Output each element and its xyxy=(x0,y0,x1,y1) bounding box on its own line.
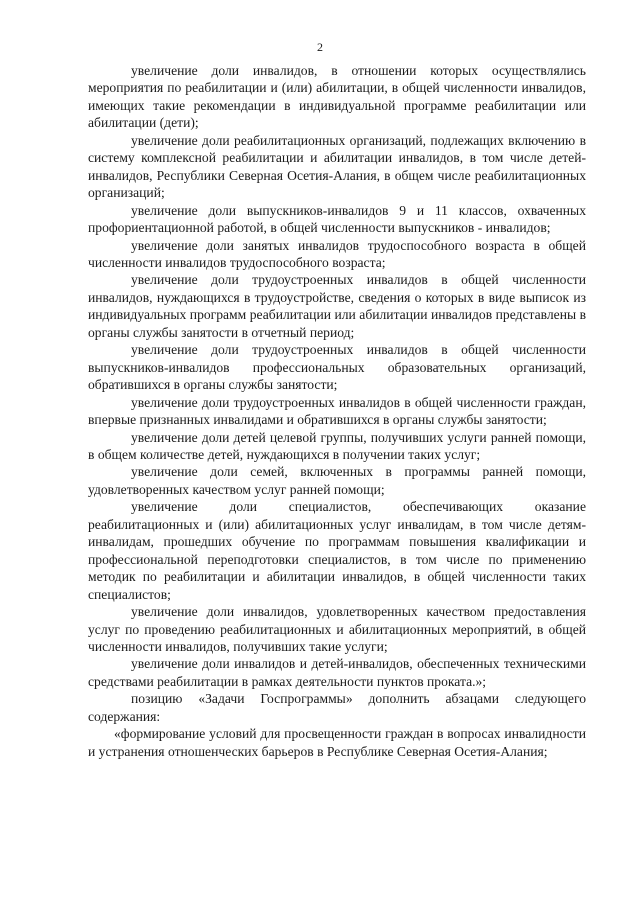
paragraph: увеличение доли реабилитационных организаций, подлежащих включению в систему комплексной реабилитации и абилитации инвалидов, в том числе детей-инвалидов, Республики Северная Осетия-Алания, в общем числе реабилитационных организаций; xyxy=(88,132,586,201)
paragraph: увеличение доли выпускников-инвалидов 9 и 11 классов, охваченных профориентационной работой, в общей численности выпускников - инвалидов; xyxy=(88,202,586,236)
paragraph: увеличение доли семей, включенных в программы ранней помощи, удовлетворенных качеством услуг ранней помощи; xyxy=(88,464,586,497)
paragraph: увеличение доли трудоустроенных инвалидов в общей численности выпускников-инвалидов профессиональных образовательных организаций, обратившихся в органы службы занятости; xyxy=(88,342,586,393)
paragraph: увеличение доли трудоустроенных инвалидов в общей численности инвалидов, нуждающихся в трудоустройстве, сведения о которых в виде выписок из индивидуальных программ реабилитации или абилитации инвалидов представлены в органы службы занятости в отчетный период; xyxy=(88,272,586,340)
paragraph: увеличение доли инвалидов, в отношении которых осуществлялись мероприятия по реабилитации и (или) абилитации, в общей численности инвалидов, имеющих такие рекомендации в индивидуальной программе реабилитации или абилитации (дети); xyxy=(88,63,586,131)
paragraph: увеличение доли занятых инвалидов трудоспособного возраста в общей численности инвалидов трудоспособного возраста; xyxy=(88,237,586,270)
paragraph: увеличение доли инвалидов и детей-инвалидов, обеспеченных техническими средствами реабилитации в рамках деятельности пунктов проката.»; xyxy=(88,656,586,689)
paragraph: увеличение доли специалистов, обеспечивающих оказание реабилитационных и (или) абилитационных услуг инвалидам, в том числе детям-инвалидам, прошедших обучение по программам повышения квалификации и профессиональной переподготовки специалистов, в том числе по применению методик по реабилитации и абилитации инвалидов, в общей численности таких специалистов; xyxy=(88,499,586,602)
paragraph: увеличение доли трудоустроенных инвалидов в общей численности граждан, впервые признанных инвалидами и обратившихся в органы службы занятости; xyxy=(88,394,586,428)
page-number: 2 xyxy=(317,40,323,54)
document-body xyxy=(88,62,586,760)
paragraph: увеличение доли детей целевой группы, получивших услуги ранней помощи, в общем количестве детей, нуждающихся в получении таких услуг; xyxy=(88,429,586,462)
paragraph: «формирование условий для просвещенности граждан в вопросах инвалидности и устранения отношенческих барьеров в Республике Северная Осетия-Алания; xyxy=(88,726,586,759)
paragraph: увеличение доли инвалидов, удовлетворенных качеством предоставления услуг по проведению реабилитационных и абилитационных мероприятий, в общей численности инвалидов, получивших такие услуги; xyxy=(88,604,586,654)
paragraph: позицию «Задачи Госпрограммы» дополнить абзацами следующего содержания: xyxy=(88,691,586,724)
